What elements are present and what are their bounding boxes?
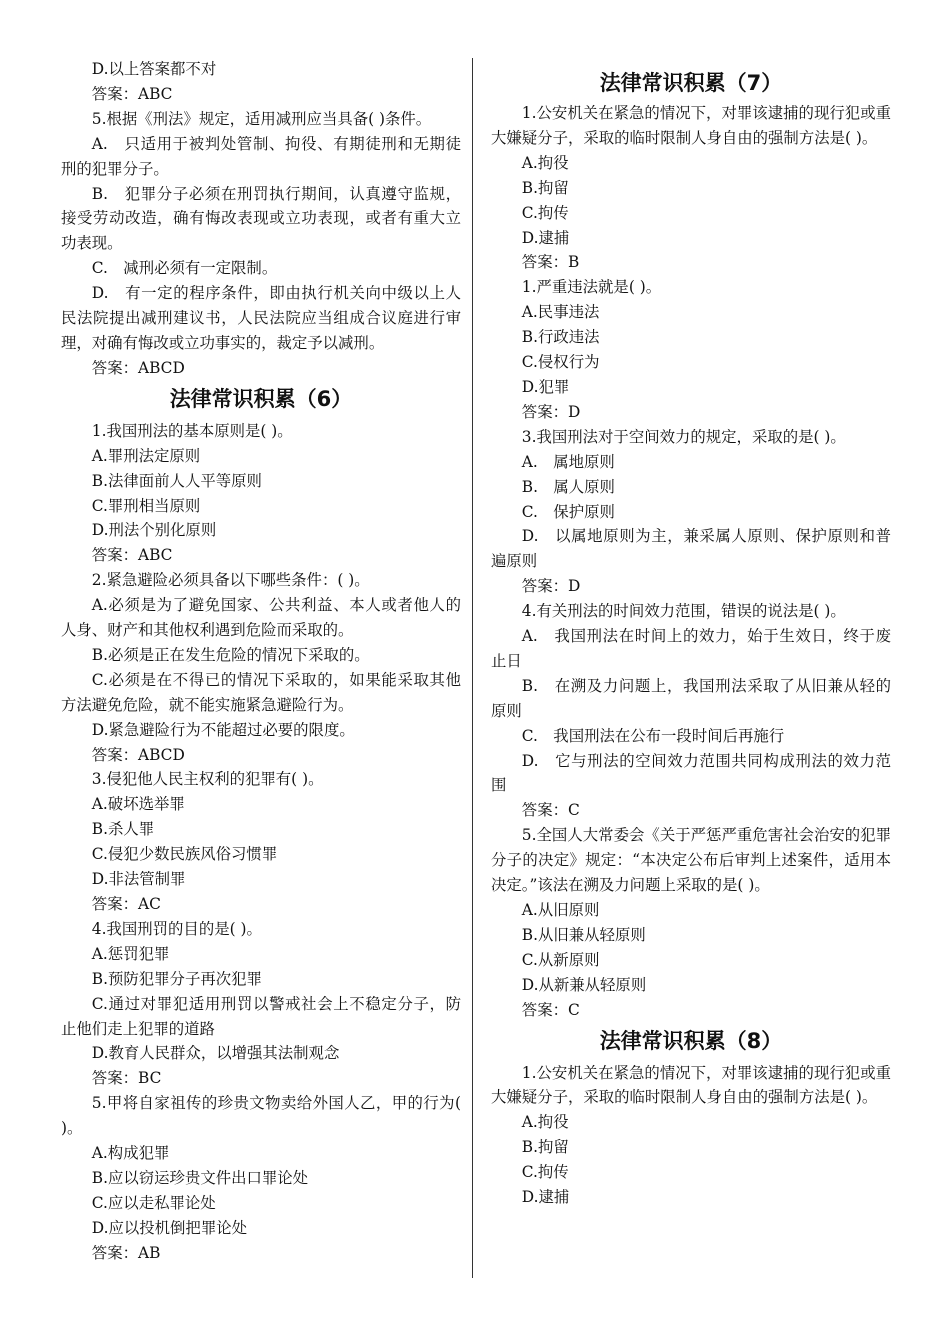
text-line: B.拘留 <box>521 178 569 197</box>
text-line: A.罪刑法定原则 <box>91 446 201 465</box>
text-line: 5.根据《刑法》规定，适用减刑应当具备( )条件。 <box>91 109 432 128</box>
text-line: B.拘留 <box>521 1138 569 1157</box>
text-line: B. 犯罪分子必须在刑罚执行期间，认真遵守监规，接受劳动改造，确有悔改表现或立功表现，或者有重大立功表现。 <box>61 184 461 253</box>
text-line: 2.紧急避险必须具备以下哪些条件：( )。 <box>91 571 370 590</box>
text-line: D.非法管制罪 <box>91 870 186 889</box>
text-line: A.拘役 <box>521 1113 569 1132</box>
text-line: A.惩罚犯罪 <box>91 944 170 963</box>
text-line: D.逮捕 <box>521 228 570 247</box>
text-line: A.必须是为了避免国家、公共利益、本人或者他人的人身、财产和其他权利遇到危险而采取的。 <box>61 596 461 640</box>
left-bottom-text <box>61 419 461 1266</box>
right-column <box>491 57 891 1210</box>
text-line: 答案：ABC <box>91 546 173 565</box>
section-heading-6: 法律常识积累（6） <box>169 386 353 411</box>
right-end-text <box>491 1061 891 1210</box>
text-line: A. 我国刑法在时间上的效力，始于生效日，终于废止日 <box>491 627 891 670</box>
text-line: 答案：D <box>521 577 581 596</box>
text-line: B.杀人罪 <box>91 820 155 839</box>
text-line: C.侵犯少数民族风俗习惯罪 <box>91 845 278 864</box>
text-line: A. 属地原则 <box>521 452 615 471</box>
text-line: B. 在溯及力问题上，我国刑法采取了从旧兼从轻的原则 <box>491 676 891 720</box>
text-line: B.法律面前人人平等原则 <box>91 471 262 490</box>
text-line: 答案：B <box>521 253 580 272</box>
text-line: A.从旧原则 <box>521 901 600 919</box>
text-line: 4.我国刑罚的目的是( )。 <box>91 919 262 938</box>
text-line: 答案：C <box>521 1000 580 1019</box>
left-top-text <box>61 57 461 381</box>
text-line: 3.侵犯他人民主权利的犯罪有( )。 <box>91 770 324 789</box>
text-line: D.刑法个别化原则 <box>91 521 217 540</box>
section-heading-7: 法律常识积累（7） <box>599 71 783 95</box>
text-line: C.从新原则 <box>521 950 600 969</box>
text-line: C.通过对罪犯适用刑罚以警戒社会上不稳定分子，防止他们走上犯罪的道路 <box>61 994 461 1038</box>
text-line: D.以上答案都不对 <box>91 60 217 78</box>
text-line: 1.我国刑法的基本原则是( )。 <box>91 421 293 440</box>
text-line: 1.公安机关在紧急的情况下，对罪该逮捕的现行犯或重大嫌疑分子，采取的临时限制人身自由的强制方法是( )。 <box>491 104 891 147</box>
text-line: B.从旧兼从轻原则 <box>521 925 646 944</box>
text-line: B.预防犯罪分子再次犯罪 <box>91 969 262 988</box>
text-line: D.应以投机倒把罪论处 <box>91 1218 247 1237</box>
text-line: D.逮捕 <box>521 1188 570 1207</box>
text-line: 答案：AC <box>91 895 161 913</box>
text-line: A.拘役 <box>521 153 569 172</box>
text-line: D.教育人民群众，以增强其法制观念 <box>91 1044 340 1063</box>
column-divider <box>472 58 473 1278</box>
text-line: 4.有关刑法的时间效力范围，错误的说法是( )。 <box>521 602 846 621</box>
text-line: D. 以属地原则为主，兼采属人原则、保护原则和普遍原则 <box>491 527 891 571</box>
text-line: A. 只适用于被判处管制、拘役、有期徒刑和无期徒刑的犯罪分子。 <box>61 134 461 178</box>
text-line: B. 属人原则 <box>521 477 615 496</box>
text-line: 答案：ABCD <box>91 745 185 764</box>
text-line: A.构成犯罪 <box>91 1144 170 1163</box>
text-line: 1.严重违法就是( )。 <box>521 278 662 297</box>
text-line: D.紧急避险行为不能超过必要的限度。 <box>91 720 355 739</box>
text-line: 答案：ABC <box>91 84 173 103</box>
text-line: D. 有一定的程序条件，即由执行机关向中级以上人民法院提出减刑建议书，人民法院应当组成合议庭进行审理，对确有悔改或立功事实的，裁定予以减刑。 <box>61 284 461 352</box>
text-line: 5.全国人大常委会《关于严惩严重危害社会治安的犯罪分子的决定》规定：“本决定公布后审判上述案件，适用本决定。”该法在溯及力问题上采取的是( )。 <box>491 826 891 895</box>
section-heading-8: 法律常识积累（8） <box>599 1028 783 1053</box>
text-line: 答案：D <box>521 402 581 421</box>
left-column <box>61 57 461 1266</box>
text-line: C. 保护原则 <box>521 502 615 521</box>
text-line: 1.公安机关在紧急的情况下，对罪该逮捕的现行犯或重大嫌疑分子，采取的临时限制人身自由的强制方法是( )。 <box>491 1063 891 1107</box>
text-line: C.应以走私罪论处 <box>91 1193 216 1212</box>
text-line: C.必须是在不得已的情况下采取的，如果能采取其他方法避免危险，就不能实施紧急避险行为。 <box>61 670 461 714</box>
text-line: B.应以窃运珍贵文件出口罪论处 <box>91 1168 309 1187</box>
text-line: 答案：BC <box>91 1069 162 1088</box>
text-line: D. 它与刑法的空间效力范围共同构成刑法的效力范围 <box>491 751 891 795</box>
text-line: C. 减刑必须有一定限制。 <box>91 259 278 278</box>
right-mid-text <box>491 101 891 1023</box>
text-line: C.侵权行为 <box>521 353 600 372</box>
text-line: C. 我国刑法在公布一段时间后再施行 <box>521 726 785 745</box>
text-line: C.罪刑相当原则 <box>91 496 201 515</box>
text-line: D.犯罪 <box>521 377 570 396</box>
text-line: D.从新兼从轻原则 <box>521 975 647 994</box>
text-line: C.拘传 <box>521 1163 569 1182</box>
text-line: 答案：C <box>521 801 580 820</box>
text-line: C.拘传 <box>521 203 569 222</box>
text-line: 5.甲将自家祖传的珍贵文物卖给外国人乙，甲的行为( )。 <box>61 1094 461 1138</box>
text-line: 答案：AB <box>91 1243 161 1262</box>
text-line: B.行政违法 <box>521 328 600 347</box>
text-line: 3.我国刑法对于空间效力的规定，采取的是( )。 <box>521 427 846 446</box>
text-line: 答案：ABCD <box>91 358 185 377</box>
text-line: A.破坏选举罪 <box>91 795 185 814</box>
text-line: B.必须是正在发生危险的情况下采取的。 <box>91 645 370 664</box>
text-line: A.民事违法 <box>521 303 600 322</box>
